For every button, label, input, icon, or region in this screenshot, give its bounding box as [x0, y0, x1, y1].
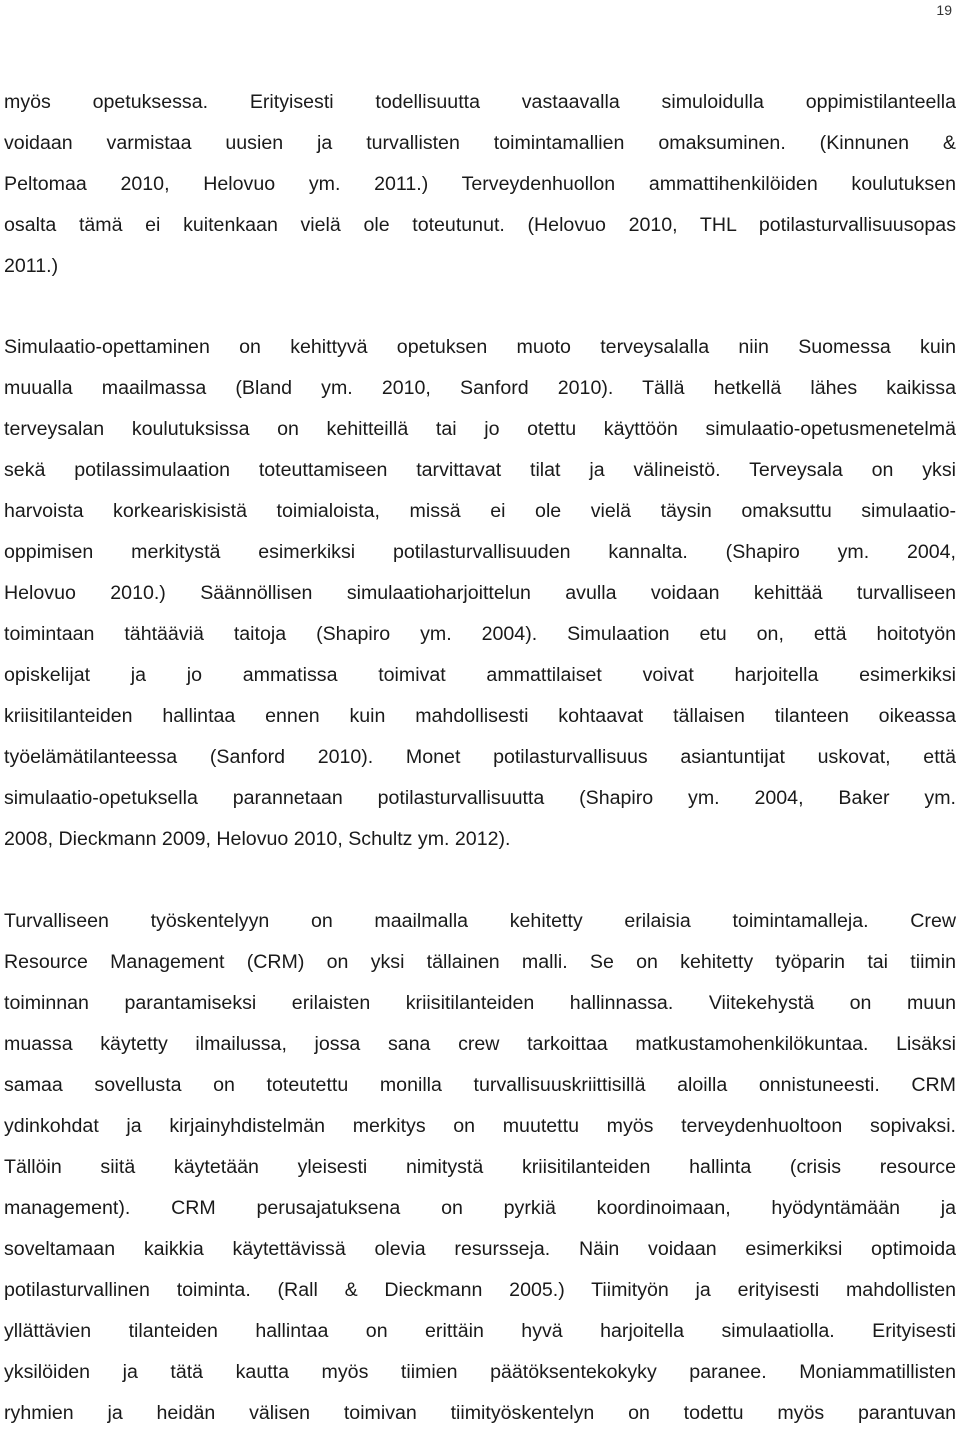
- text-line: harvoista korkeariskisistä toimialoista, missä ei ole vielä täysin omaksuttu simulaatio-: [4, 500, 956, 522]
- text-line: Tällöin siitä käytetään yleisesti nimitystä kriisitilanteiden hallinta (crisis resource: [4, 1156, 956, 1178]
- text-line: ryhmien ja heidän välisen toimivan tiimityöskentelyn on todettu myös parantuvan: [4, 1402, 956, 1424]
- text-line: sekä potilassimulaation toteuttamiseen tarvittavat tilat ja välineistö. Terveysala on yksi: [4, 459, 956, 481]
- text-line: muualla maailmassa (Bland ym. 2010, Sanford 2010). Tällä hetkellä lähes kaikissa: [4, 377, 956, 399]
- text-line: 2011.): [4, 255, 59, 277]
- paragraph-3: [4, 901, 956, 1434]
- text-line: Resource Management (CRM) on yksi tällainen malli. Se on kehitetty työparin tai tiimin: [4, 951, 956, 973]
- text-line: simulaatio-opetuksella parannetaan potilasturvallisuutta (Shapiro ym. 2004, Baker ym.: [4, 787, 956, 809]
- text-line: oppimisen merkitystä esimerkiksi potilasturvallisuuden kannalta. (Shapiro ym. 2004,: [4, 541, 956, 563]
- paragraph-1: [4, 82, 956, 287]
- text-line: Peltomaa 2010, Helovuo ym. 2011.) Terveydenhuollon ammattihenkilöiden koulutuksen: [4, 173, 956, 195]
- text-line: toimintaan tähtääviä taitoja (Shapiro ym. 2004). Simulaation etu on, että hoitotyön: [4, 623, 956, 645]
- text-line: samaa sovellusta on toteutettu monilla turvallisuuskriittisillä aloilla onnistuneesti. CRM: [4, 1074, 956, 1096]
- text-line: Turvalliseen työskentelyyn on maailmalla kehitetty erilaisia toimintamalleja. Crew: [4, 910, 956, 932]
- text-line: kriisitilanteiden hallintaa ennen kuin mahdollisesti kohtaavat tällaisen tilanteen oikeassa: [4, 705, 956, 727]
- text-line: toiminnan parantamiseksi erilaisten kriisitilanteiden hallinnassa. Viitekehystä on muun: [4, 992, 956, 1014]
- text-line: potilasturvallinen toiminta. (Rall & Dieckmann 2005.) Tiimityön ja erityisesti mahdollisten: [4, 1279, 956, 1301]
- paragraph-2: [4, 327, 956, 860]
- text-line: 2008, Dieckmann 2009, Helovuo 2010, Schultz ym. 2012).: [4, 828, 511, 850]
- text-line: työelämätilanteessa (Sanford 2010). Monet potilasturvallisuus asiantuntijat uskovat, että: [4, 746, 956, 768]
- text-line: opiskelijat ja jo ammatissa toimivat ammattilaiset voivat harjoitella esimerkiksi: [4, 664, 956, 686]
- paragraph-gap: [4, 287, 956, 327]
- text-line: muassa käytetty ilmailussa, jossa sana crew tarkoittaa matkustamohenkilökuntaa. Lisäksi: [4, 1033, 956, 1055]
- text-line: yllättävien tilanteiden hallintaa on erittäin hyvä harjoitella simulaatiolla. Erityisesti: [4, 1320, 956, 1342]
- document-body: [4, 82, 956, 1434]
- text-line: soveltamaan kaikkia käytettävissä olevia resursseja. Näin voidaan esimerkiksi optimoida: [4, 1238, 956, 1260]
- paragraph-gap: [4, 860, 956, 901]
- text-line: osalta tämä ei kuitenkaan vielä ole toteutunut. (Helovuo 2010, THL potilasturvallisuusopas: [4, 214, 956, 236]
- text-line: Simulaatio-opettaminen on kehittyvä opetuksen muoto terveysalalla niin Suomessa kuin: [4, 336, 956, 358]
- text-line: ydinkohdat ja kirjainyhdistelmän merkitys on muutettu myös terveydenhuoltoon sopivaksi.: [4, 1115, 956, 1137]
- page-number: 19: [936, 2, 952, 18]
- text-line: management). CRM perusajatuksena on pyrkiä koordinoimaan, hyödyntämään ja: [4, 1197, 956, 1219]
- text-line: yksilöiden ja tätä kautta myös tiimien päätöksentekokyky paranee. Moniammatillisten: [4, 1361, 956, 1383]
- text-line: myös opetuksessa. Erityisesti todellisuutta vastaavalla simuloidulla oppimistilanteella: [4, 91, 956, 113]
- text-line: Helovuo 2010.) Säännöllisen simulaatioharjoittelun avulla voidaan kehittää turvalliseen: [4, 582, 956, 604]
- text-line: voidaan varmistaa uusien ja turvallisten toimintamallien omaksuminen. (Kinnunen &: [4, 132, 956, 154]
- text-line: terveysalan koulutuksissa on kehitteillä tai jo otettu käyttöön simulaatio-opetusmenetelmä: [4, 418, 956, 440]
